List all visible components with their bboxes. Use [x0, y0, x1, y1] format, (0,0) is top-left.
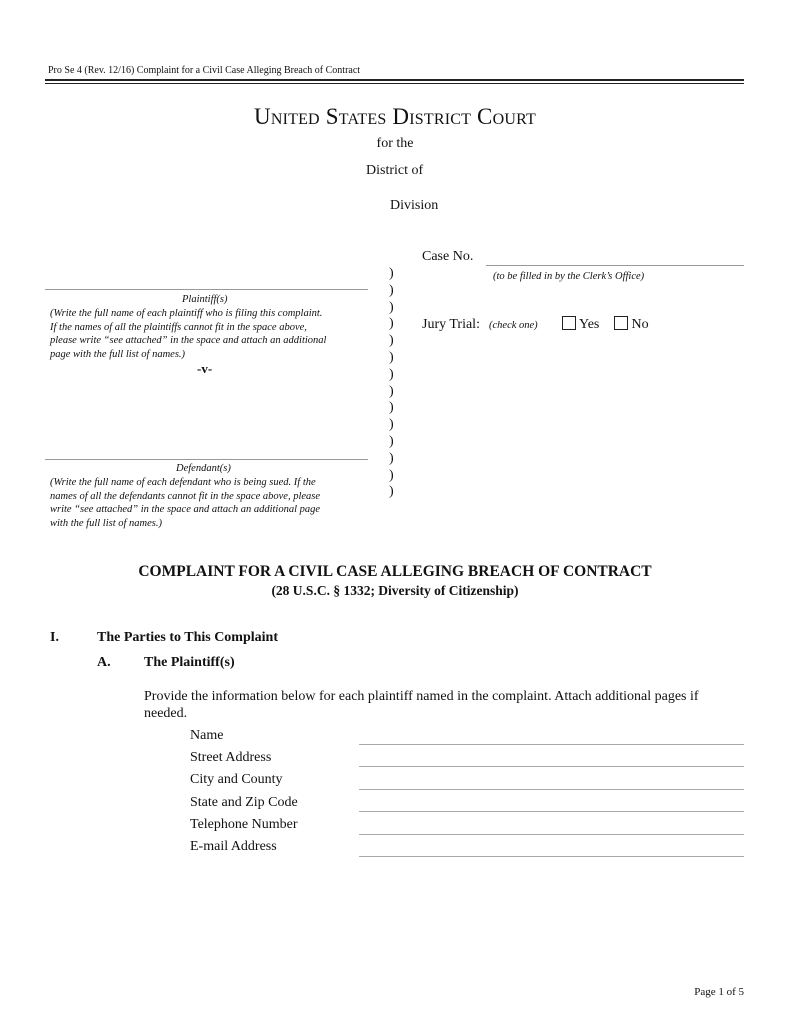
defendant-instructions [50, 476, 320, 530]
plaintiff-info-instructions [144, 688, 699, 722]
instructions-line: Provide the information below for each plaintiff named in the complaint. Attach additional pages if [144, 689, 699, 704]
form-id-header: Pro Se 4 (Rev. 12/16) Complaint for a Civil Case Alleging Breach of Contract [48, 65, 361, 76]
caption-parens [389, 266, 394, 501]
versus-text: -v- [197, 361, 213, 376]
paren: ) [389, 282, 394, 298]
paren: ) [389, 433, 394, 449]
for-the-text: for the [376, 136, 414, 151]
jury-no-label: No [631, 317, 649, 332]
complaint-title: COMPLAINT FOR A CIVIL CASE ALLEGING BREACH OF CONTRACT [138, 563, 652, 580]
paren: ) [389, 383, 394, 399]
state-zip-field[interactable] [359, 811, 744, 812]
page-number: Page 1 of 5 [694, 986, 744, 998]
paren: ) [389, 366, 394, 382]
defendant-instr-line: names of all the defendants cannot fit in the space above, please [50, 490, 321, 502]
defendant-instr-line: (Write the full name of each defendant who is being sued. If the [50, 477, 316, 488]
telephone-field[interactable] [359, 834, 744, 835]
email-field[interactable] [359, 856, 744, 857]
paren: ) [389, 484, 394, 500]
paren: ) [389, 450, 394, 466]
header-rule [45, 79, 744, 81]
paren: ) [389, 316, 394, 332]
plaintiff-instructions [50, 307, 326, 361]
defendant-label: Defendant(s) [176, 463, 231, 474]
check-one-note: (check one) [489, 320, 538, 331]
plaintiff-instr-line: please write “see attached” in the space and attach an additional [50, 335, 327, 346]
paren: ) [389, 417, 394, 433]
plaintiff-name-line[interactable] [45, 289, 368, 290]
subsection-number: A. [97, 655, 111, 670]
jury-yes-checkbox[interactable] [562, 316, 576, 330]
defendant-instr-line: with the full list of names.) [50, 517, 162, 529]
court-title: United States District Court [254, 104, 536, 129]
paren: ) [389, 400, 394, 416]
telephone-label: Telephone Number [190, 817, 298, 832]
section-number: I. [50, 630, 59, 645]
city-county-label: City and County [190, 772, 283, 787]
name-label: Name [190, 728, 224, 743]
plaintiff-instr-line: (Write the full name of each plaintiff who is filing this complaint. [50, 308, 323, 319]
case-no-field[interactable] [486, 265, 744, 266]
jury-trial-label: Jury Trial: [422, 317, 480, 332]
plaintiff-instr-line: page with the full list of names.) [50, 348, 186, 360]
jury-yes-label: Yes [578, 317, 600, 332]
paren: ) [389, 266, 394, 281]
header-rule-thin [45, 83, 744, 84]
subsection-title: The Plaintiff(s) [144, 655, 235, 670]
jury-no-checkbox[interactable] [614, 316, 628, 330]
city-county-field[interactable] [359, 789, 744, 790]
defendant-instr-line: write “see attached” in the space and attach an additional page [50, 504, 321, 515]
street-address-label: Street Address [190, 750, 272, 765]
complaint-subtitle: (28 U.S.C. § 1332; Diversity of Citizenship) [271, 583, 519, 598]
instructions-line: needed. [144, 706, 188, 721]
division-label: Division [390, 198, 439, 213]
paren: ) [389, 349, 394, 365]
paren: ) [389, 299, 394, 315]
plaintiff-label: Plaintiff(s) [182, 294, 228, 305]
district-label: District of [366, 163, 424, 178]
state-zip-label: State and Zip Code [190, 795, 298, 810]
name-field[interactable] [359, 744, 744, 745]
clerk-note: (to be filled in by the Clerk’s Office) [493, 271, 645, 282]
street-address-field[interactable] [359, 766, 744, 767]
case-no-label: Case No. [422, 249, 474, 264]
defendant-name-line[interactable] [45, 459, 368, 460]
plaintiff-instr-line: If the names of all the plaintiffs cannot fit in the space above, [50, 321, 307, 333]
section-title: The Parties to This Complaint [97, 630, 278, 645]
email-label: E-mail Address [190, 839, 277, 854]
paren: ) [389, 467, 394, 483]
paren: ) [389, 333, 394, 349]
